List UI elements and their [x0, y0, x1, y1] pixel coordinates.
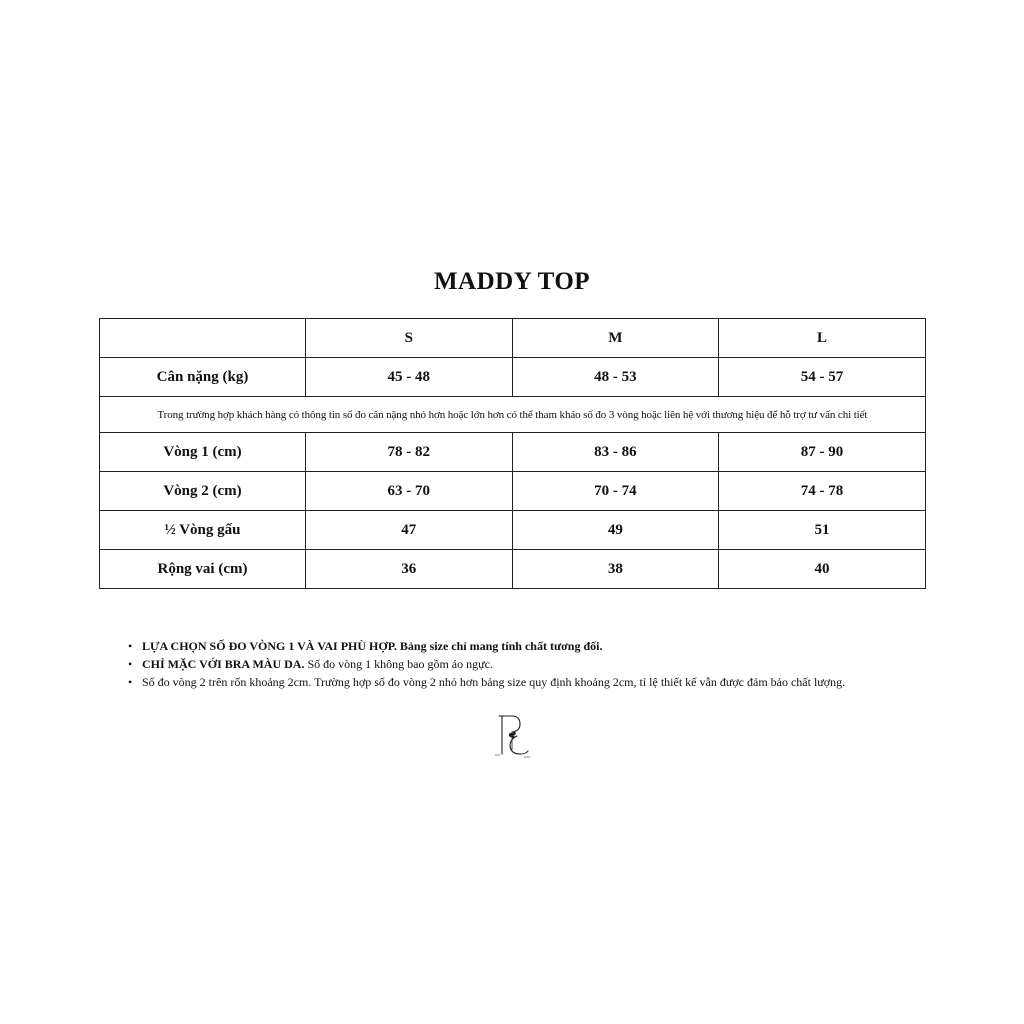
table-row — [100, 358, 926, 397]
row-label: ½ Vòng gấu — [100, 511, 306, 550]
list-item — [128, 673, 928, 691]
table-cell: 38 — [512, 550, 719, 589]
header-cell-s: S — [306, 319, 513, 358]
size-chart-table — [99, 318, 926, 589]
table-header-row — [100, 319, 926, 358]
row-label: Cân nặng (kg) — [100, 358, 306, 397]
size-notes-list — [128, 637, 928, 691]
table-cell: 47 — [306, 511, 513, 550]
brand-logo — [490, 710, 536, 760]
bullet: • — [128, 639, 133, 653]
table-cell: 78 - 82 — [306, 433, 513, 472]
row-label: Rộng vai (cm) — [100, 550, 306, 589]
note-text: Số đo vòng 2 trên rốn khoảng 2cm. Trường hợp số đo vòng 2 nhỏ hơn bảng size quy định khoảng 2cm, tỉ lệ thiết kế vẫn được đảm bảo chất lượng. — [142, 675, 846, 689]
table-cell: 48 - 53 — [512, 358, 719, 397]
note-text: Số đo vòng 1 không bao gồm áo ngực. — [304, 657, 493, 671]
note-bold-text: LỰA CHỌN SỐ ĐO VÒNG 1 VÀ VAI PHÙ HỢP. Bảng size chỉ mang tính chất tương đối. — [142, 639, 603, 653]
table-cell: 36 — [306, 550, 513, 589]
table-cell: 54 - 57 — [719, 358, 926, 397]
note-bold-text: CHỈ MẶC VỚI BRA MÀU DA. — [142, 657, 305, 671]
table-cell: 63 - 70 — [306, 472, 513, 511]
list-item — [128, 655, 928, 673]
table-row — [100, 433, 926, 472]
table-row — [100, 511, 926, 550]
table-cell: 40 — [719, 550, 926, 589]
bullet: • — [128, 657, 133, 671]
table-note-row — [100, 397, 926, 433]
row-label: Vòng 2 (cm) — [100, 472, 306, 511]
table-cell: 70 - 74 — [512, 472, 719, 511]
page-title: MADDY TOP — [433, 268, 591, 295]
table-note: Trong trường hợp khách hàng có thông tin số đo cân nặng nhỏ hơn hoặc lớn hơn có thể tham khảo số đo 3 vòng hoặc liên hệ với thương hiệu để hỗ trợ tư vấn chi tiết — [100, 397, 926, 433]
row-label: Vòng 1 (cm) — [100, 433, 306, 472]
table-row — [100, 550, 926, 589]
table-cell: 74 - 78 — [719, 472, 926, 511]
table-cell: 45 - 48 — [306, 358, 513, 397]
table-cell: 49 — [512, 511, 719, 550]
table-row — [100, 472, 926, 511]
header-cell-l: L — [719, 319, 926, 358]
table-cell: 51 — [719, 511, 926, 550]
brand-monogram-icon — [490, 710, 536, 760]
header-cell-m: M — [512, 319, 719, 358]
table-cell: 83 - 86 — [512, 433, 719, 472]
list-item — [128, 637, 928, 655]
table-cell: 87 - 90 — [719, 433, 926, 472]
header-cell-empty — [100, 319, 306, 358]
bullet: • — [128, 675, 133, 689]
